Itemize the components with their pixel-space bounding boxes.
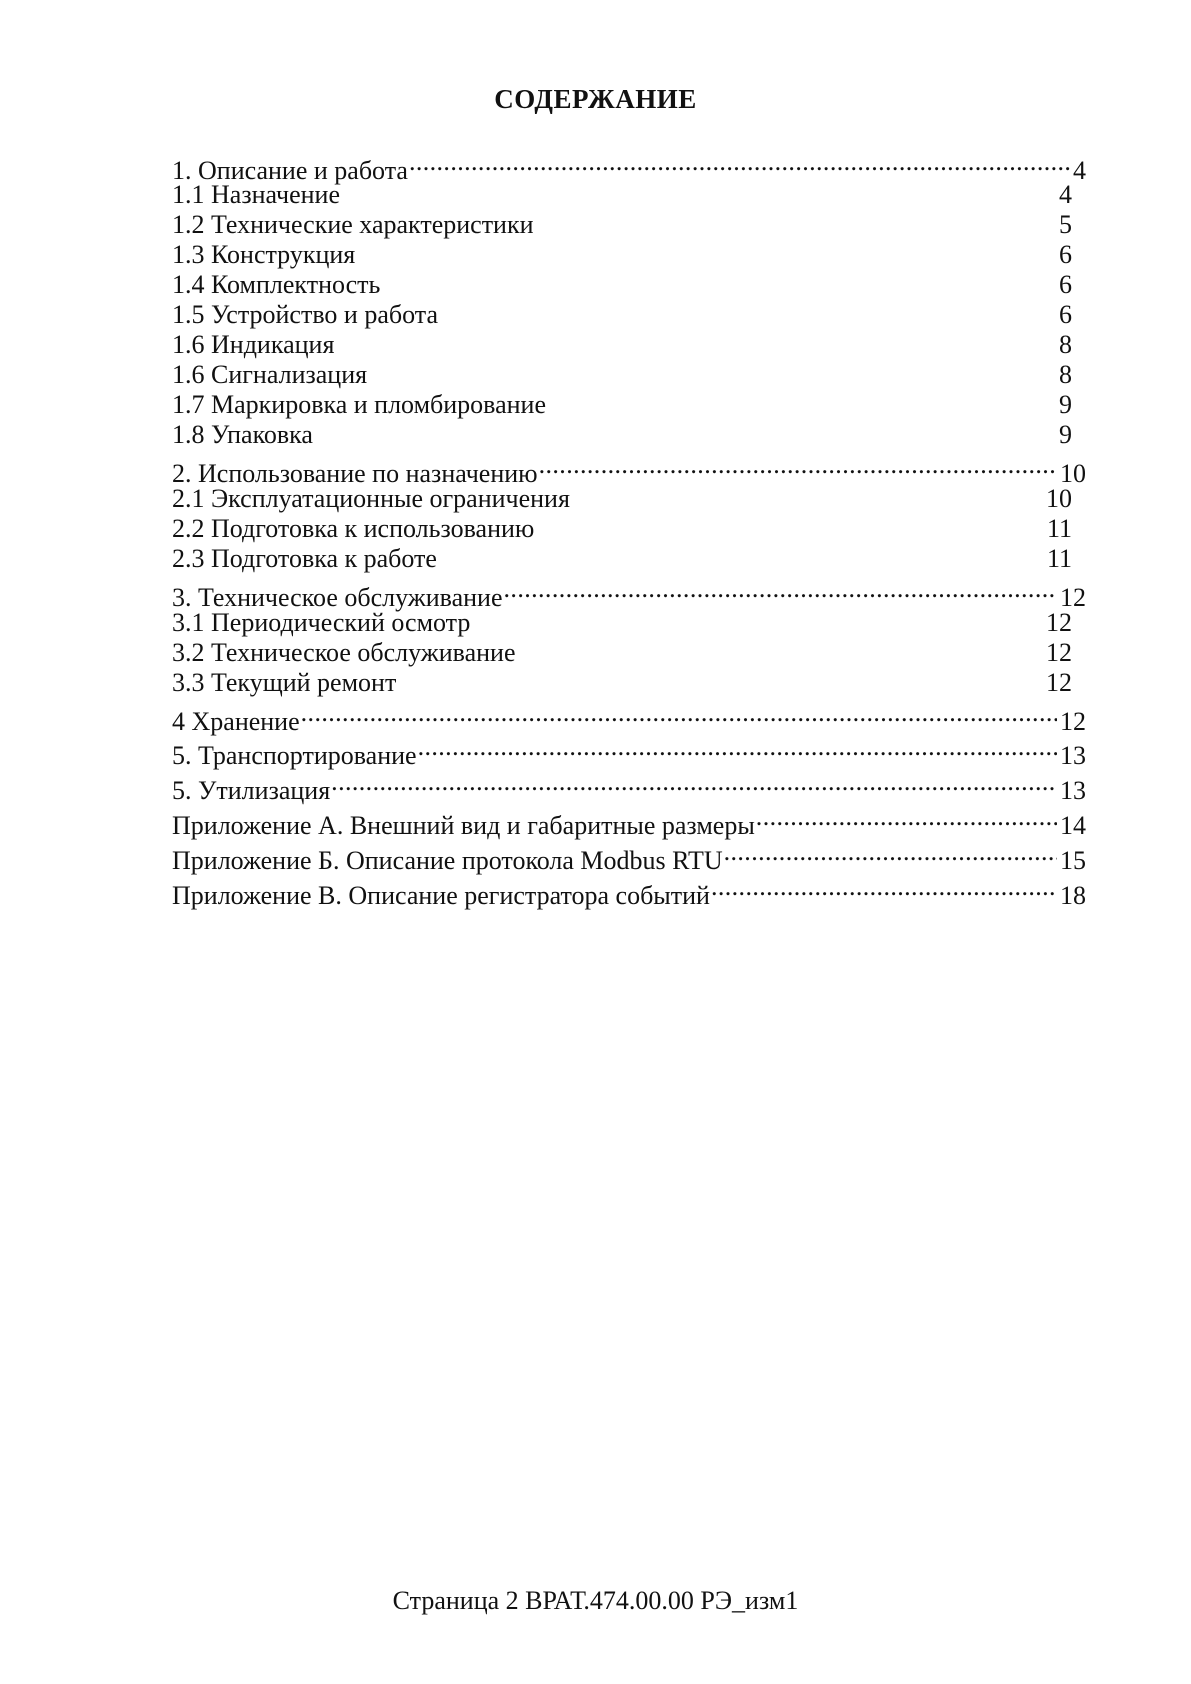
toc-dot-leader [711,870,1057,904]
toc-entry-label: Приложение Б. Описание протокола Modbus RTU [172,844,723,878]
toc-dot-leader [504,572,1057,606]
toc-entry [172,145,1086,185]
toc-entry [172,666,1086,700]
toc-entry [172,800,1086,840]
toc-entry [172,542,1086,576]
toc-entry-label: 1. Описание и работа [172,154,408,188]
toc-entry [172,870,1086,910]
toc-entry [172,238,1086,272]
toc-entry-page-number: 6 [1059,300,1072,329]
toc-entry [172,178,1086,212]
toc-entry [172,298,1086,332]
toc-entry [172,208,1086,242]
toc-entry-label: 1.5 Устройство и работа [172,300,438,329]
toc-entry-page-number: 5 [1059,210,1072,239]
toc-entry [172,835,1086,875]
toc-dot-leader [756,800,1057,834]
toc-entry-label: 1.1 Назначение [172,180,340,209]
toc-entry-page-number: 13 [1060,776,1086,805]
toc-entry-page-number: 14 [1060,811,1086,840]
toc-entry [172,572,1086,612]
toc-entry-page-number: 6 [1059,270,1072,299]
toc-entry-page-number: 18 [1060,881,1086,910]
toc-entry-label: 3.3 Текущий ремонт [172,668,397,697]
toc-entry-page-number: 15 [1060,846,1086,875]
toc-entry [172,358,1086,392]
toc-dot-leader [418,730,1057,764]
toc-entry-label: Приложение В. Описание регистратора событий [172,879,710,913]
toc-entry-label: 3.2 Техническое обслуживание [172,638,516,667]
toc-entry-label: 1.6 Сигнализация [172,360,368,389]
toc-dot-leader [301,696,1057,730]
toc-entry-label: 1.3 Конструкция [172,240,356,269]
toc-entry-page-number: 8 [1059,330,1072,359]
toc-entry-label: 2.2 Подготовка к использованию [172,514,535,543]
toc-entry-label: 1.8 Упаковка [172,420,313,449]
toc-entry-page-number: 13 [1060,741,1086,770]
toc-entry [172,730,1086,770]
toc-entry-label: Приложение А. Внешний вид и габаритные размеры [172,809,755,843]
toc-entry-page-number: 12 [1060,707,1086,736]
toc-entry [172,388,1086,422]
page-footer: Страница 2 ВРАТ.474.00.00 РЭ_изм1 [392,1586,799,1615]
toc-entry-page-number: 12 [1046,638,1072,667]
toc-entry-page-number: 4 [1059,180,1072,209]
toc-dot-leader [409,145,1070,179]
toc-entry-label: 1.7 Маркировка и пломбирование [172,390,547,419]
toc-entry-page-number: 9 [1059,390,1072,419]
toc-entry-page-number: 12 [1046,608,1072,637]
toc-entry-page-number: 4 [1073,156,1086,185]
toc-entry-label: 5. Утилизация [172,774,330,808]
toc-entry-page-number: 12 [1060,583,1086,612]
toc-entry [172,696,1086,736]
toc-entry-page-number: 6 [1059,240,1072,269]
toc-entry-label: 1.4 Комплектность [172,270,381,299]
toc-dot-leader [331,765,1057,799]
toc-entry-label: 3.1 Периодический осмотр [172,608,471,637]
toc-entry-page-number: 11 [1046,544,1072,573]
toc-entry-label: 4 Хранение [172,705,300,739]
toc-entry-label: 1.6 Индикация [172,330,335,359]
toc-entry-label: 5. Транспортирование [172,739,417,773]
toc-entry [172,418,1086,452]
toc-entry-label: 2.1 Эксплуатационные ограничения [172,484,570,513]
toc-entry [172,328,1086,362]
toc-entry [172,268,1086,302]
toc-dot-leader [724,835,1057,869]
toc-entry-page-number: 11 [1046,514,1072,543]
toc-entry [172,765,1086,805]
toc-entry-label: 2.3 Подготовка к работе [172,544,437,573]
toc-entry [172,512,1086,546]
toc-entry-page-number: 10 [1060,459,1086,488]
toc-dot-leader [539,448,1057,482]
toc-entry [172,636,1086,670]
toc-entry-page-number: 8 [1059,360,1072,389]
toc-entry-label: 2. Использование по назначению [172,457,538,491]
toc-entry [172,606,1086,640]
toc-entry-page-number: 12 [1046,668,1072,697]
toc-entry-label: 3. Техническое обслуживание [172,581,503,615]
toc-entry-page-number: 9 [1059,420,1072,449]
page-title: СОДЕРЖАНИЕ [494,84,697,114]
toc-entry [172,482,1086,516]
toc-entry-page-number: 10 [1046,484,1072,513]
toc-entry-label: 1.2 Технические характеристики [172,210,534,239]
toc-entry [172,448,1086,488]
